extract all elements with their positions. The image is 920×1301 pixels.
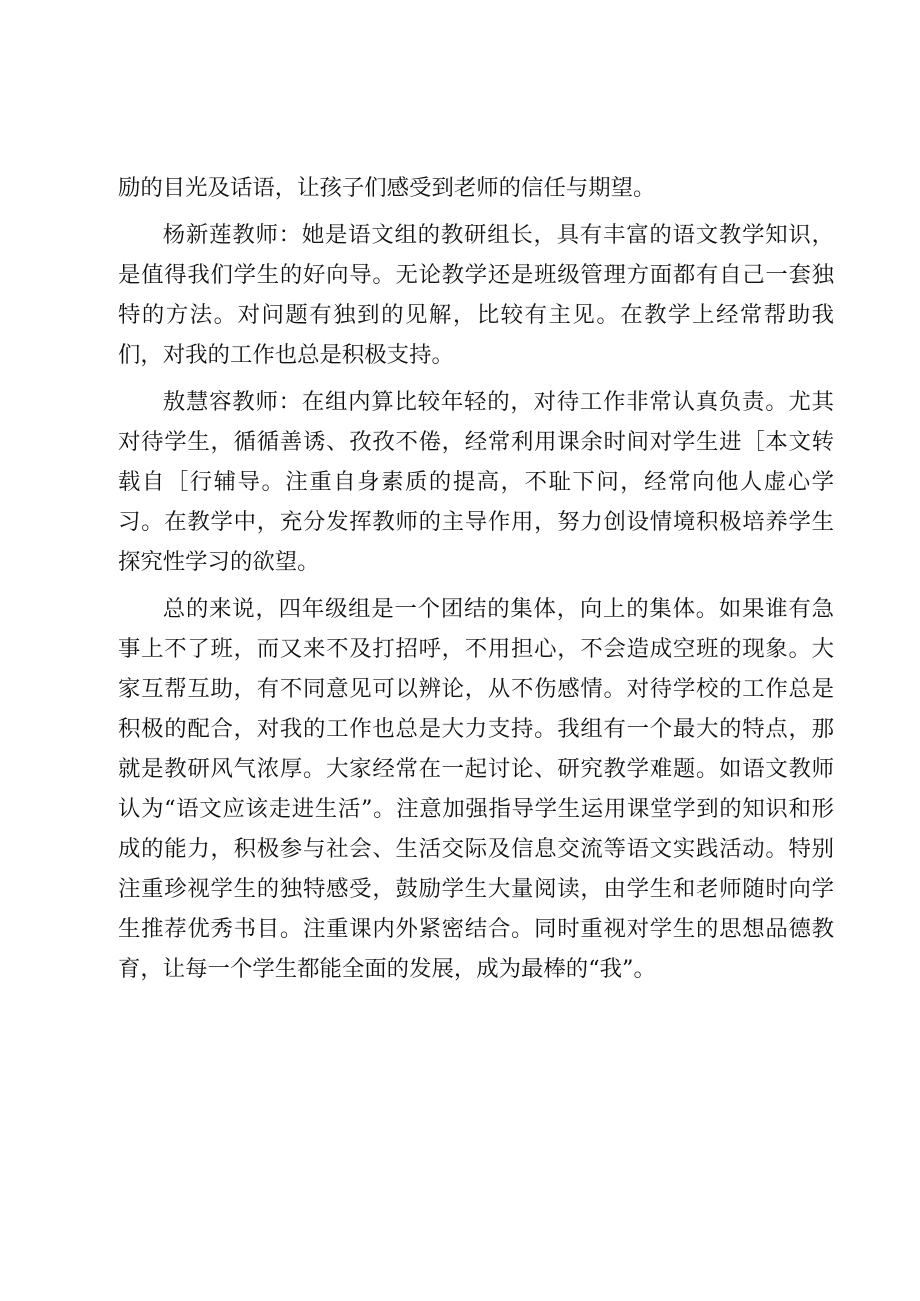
paragraph-summary: 总的来说，四年级组是一个团结的集体，向上的集体。如果谁有急事上不了班，而又来不及打招呼，不用担心，不会造成空班的现象。大家互帮互助，有不同意见可以辨论，从不伤感情。对待学校的工作总是积极的配合，对我的工作也总是大力支持。我组有一个最大的特点，那就是教研风气浓厚。大家经常在一起讨论、研究教学难题。如语文教师认为“语文应该走进生活”。注意加强指导学生运用课堂学到的知识和形成的能力，积极参与社会、生活交际及信息交流等语文实践活动。特别注重珍视学生的独特感受，鼓励学生大量阅读，由学生和老师随时向学生推荐优秀书目。注重课内外紧密结合。同时重视对学生的思想品德教育，让每一个学生都能全面的发展，成为最棒的“我”。 <box>118 596 834 982</box>
paragraph-yang-xinlian: 杨新莲教师：她是语文组的教研组长，具有丰富的语文教学知识，是值得我们学生的好向导。无论教学还是班级管理方面都有自己一套独特的方法。对问题有独到的见解，比较有主见。在教学上经常帮助我们，对我的工作也总是积极支持。 <box>118 222 834 368</box>
document-body <box>118 168 834 996</box>
paragraph-ao-huirong: 敖慧容教师：在组内算比较年轻的，对待工作非常认真负责。尤其对待学生，循循善诱、孜孜不倦，经常利用课余时间对学生进［本文转载自［行辅导。注重自身素质的提高，不耻下问，经常向他人虚心学习。在教学中，充分发挥教师的主导作用，努力创设情境积极培养学生探究性学习的欲望。 <box>118 389 834 575</box>
paragraph-continuation: 励的目光及话语，让孩子们感受到老师的信任与期望。 <box>118 175 656 201</box>
